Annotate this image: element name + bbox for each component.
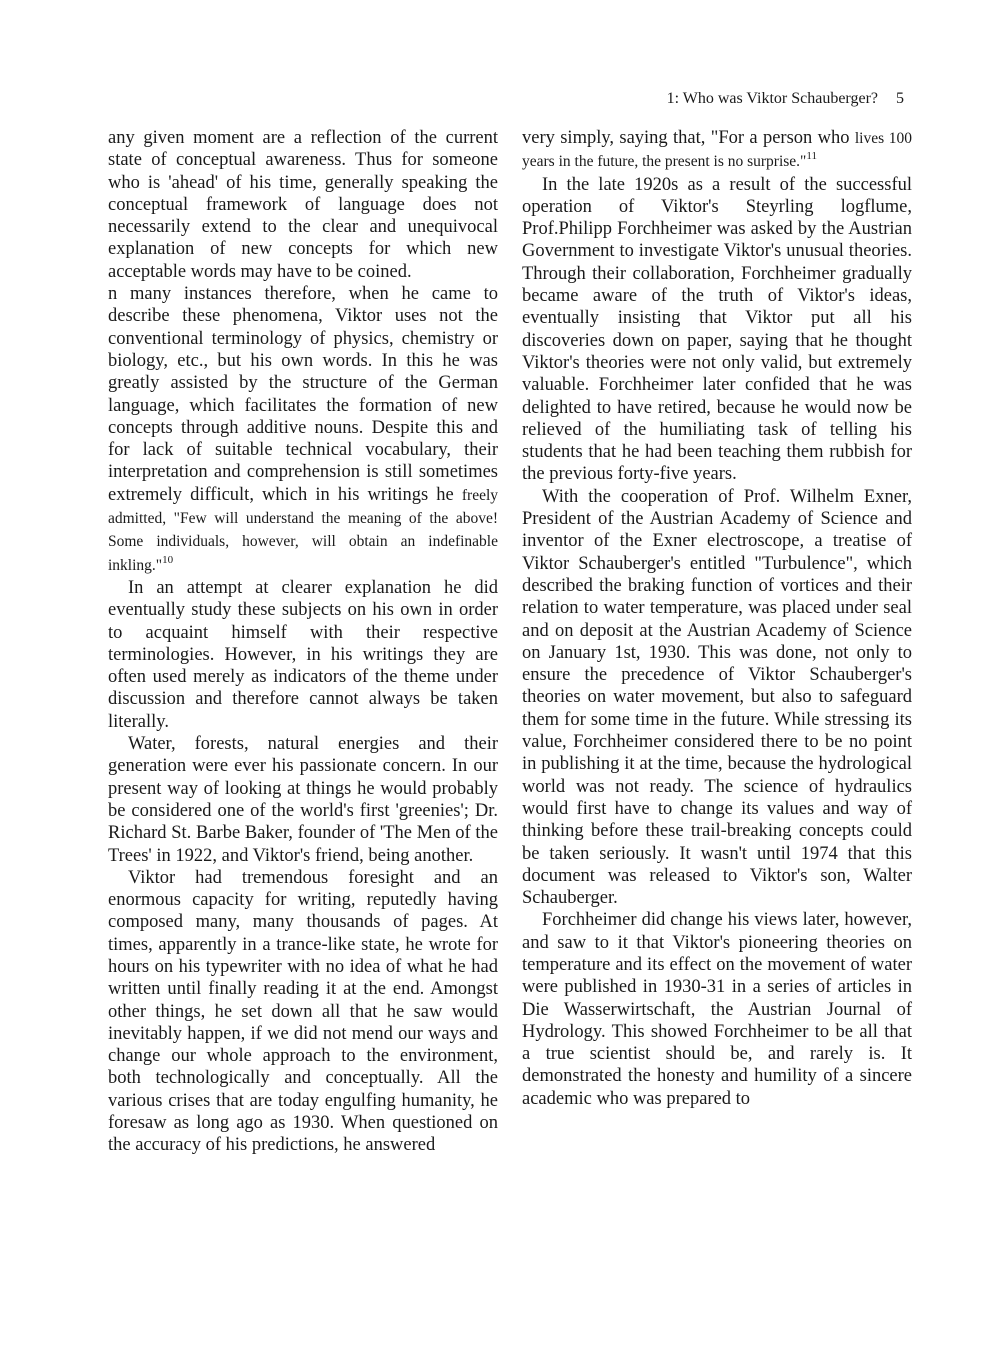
paragraph: Water, forests, natural energies and their generation were ever his passionate concern. In our present way of looking at things he would probably be considered one of the world's first 'greenies'; Dr. Richard St. Barbe Baker, founder of 'The Men of the Trees' in 1922, and Viktor's friend, being another. bbox=[108, 734, 498, 866]
paragraph: In the late 1920s as a result of the successful operation of Viktor's Steyrling logflume, Prof.Philipp Forchheimer was asked by the Austrian Government to investigate Viktor's unusual theories. Through their collaboration, Forchheimer gradually became aware of the truth of Viktor's ideas, eventually insisting that Viktor put all his discoveries down on paper, saying that he thought Viktor's theories were not only valid, but extremely valuable. Forchheimer later confided that he was delighted to have retired, because he would now be relieved of the humiliating task of telling his students that he had been teaching them rubbish for the previous forty-five years. bbox=[522, 174, 912, 485]
quotation: lives 100 years in the future, the present is no surprise." bbox=[522, 130, 912, 171]
chapter-title: 1: Who was Viktor Schauberger? bbox=[666, 90, 878, 107]
right-column bbox=[522, 127, 912, 1110]
paragraph: Viktor had tremendous foresight and an enormous capacity for writing, reputedly having composed many, many thousands of pages. At times, apparently in a trance-like state, he wrote for hours on his typewriter with no idea of what he had written until finally reading it at the end. Amongst other things, he set down all that he saw would inevitably happen, if we did not mend our ways and change our whole approach to the environment, both technologically and conceptually. All the various crises that are today engulfing humanity, he foresaw as long ago as 1930. When questioned on the accuracy of his predictions, he answered bbox=[108, 867, 498, 1156]
quotation: freely admitted, "Few will understand the meaning of the above! Some individuals, however, will obtain an indefinable inkling." bbox=[108, 486, 499, 574]
page-number: 5 bbox=[896, 90, 904, 107]
left-column bbox=[108, 127, 498, 1157]
footnote-marker: 10 bbox=[162, 553, 174, 566]
paragraph bbox=[108, 283, 498, 577]
paragraph: any given moment are a reflection of the current state of conceptual awareness. Thus for someone who is 'ahead' of his time, generally speaking the conceptual framework of language does not necessarily extend to the clear and unequivocal explanation of new concepts for which new acceptable words may have to be coined. bbox=[108, 128, 498, 282]
paragraph-text: very simply, saying that, "For a person who bbox=[522, 128, 850, 148]
paragraph: In an attempt at clearer explanation he did eventually study these subjects on his own in order to acquaint himself with their respective terminologies. However, in his writings they are often used merely as indicators of the theme under discussion and therefore cannot always be taken literally. bbox=[108, 577, 498, 732]
paragraph: With the cooperation of Prof. Wilhelm Exner, President of the Austrian Academy of Science and inventor of the Exner electroscope, a treatise of Viktor Schauberger's entitled "Turbulence", which described the braking function of vortices and their relation to water temperature, was placed under seal and on deposit at the Austrian Academy of Science on January 1st, 1930. This was done, not only to ensure the precedence of Viktor Schauberger's theories on water movement, but also to safeguard them for some time in the future. While stressing its value, Forchheimer considered there to be no point in publishing it at the time, because the hydrological world was not ready. The science of hydraulics would first have to change its values and way of thinking before these trail-breaking concepts could be taken seriously. It wasn't until 1974 that this document was released to Viktor's son, Walter Schauberger. bbox=[522, 486, 912, 909]
paragraph-text: n many instances therefore, when he came to describe these phenomena, Viktor uses not the conventional terminology of physics, chemistry or biology, etc., but his own words. In this he was greatly assisted by the structure of the German language, which facilitates the formation of new concepts through additive nouns. Despite this and for lack of suitable technical vocabulary, their interpretation and comprehension is still sometimes extremely difficult, which in his writings he bbox=[108, 284, 498, 505]
running-header bbox=[667, 90, 904, 108]
paragraph bbox=[522, 127, 912, 174]
footnote-marker: 11 bbox=[806, 150, 817, 163]
paragraph: Forchheimer did change his views later, however, and saw to it that Viktor's pioneering theories on temperature and its effect on the movement of water were published in 1930-31 in a series of articles in Die Wasserwirtschaft, the Austrian Journal of Hydrology. This showed Forchheimer to be all that a true scientist should be, and rarely is. It demonstrated the honesty and humility of a sincere academic who was prepared to bbox=[522, 910, 912, 1109]
